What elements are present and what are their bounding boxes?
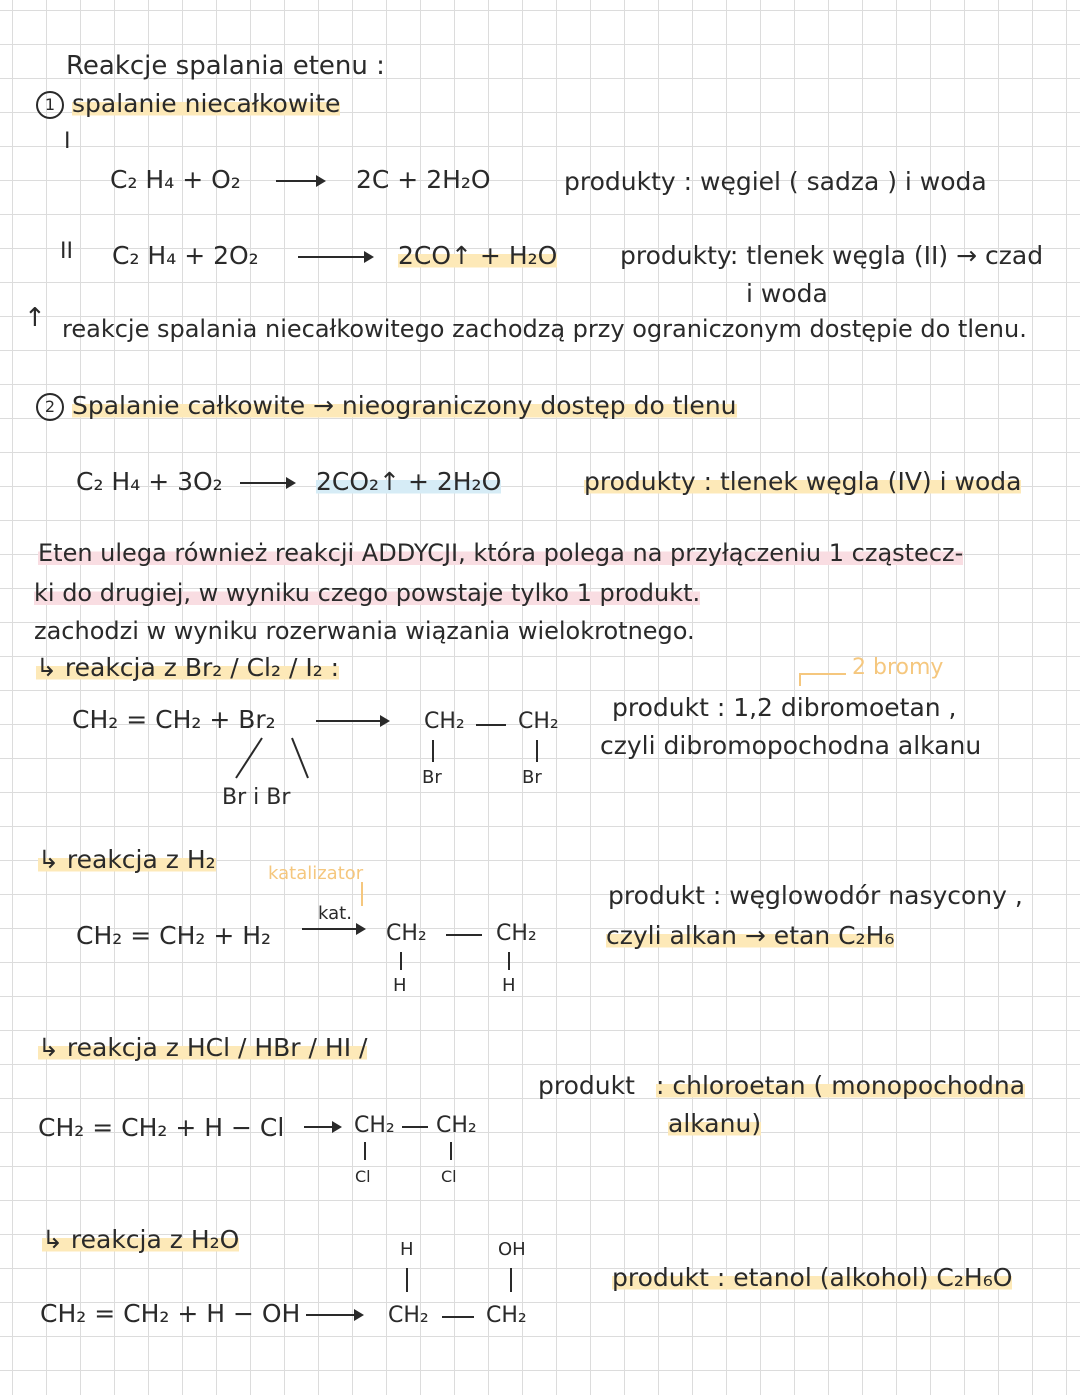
reaction-1-lhs: CH₂ = CH₂ + Br₂ [72, 705, 276, 734]
product-3-carbon-2: CH₂ [436, 1113, 477, 1138]
product-2-substituent-1: H [393, 975, 407, 996]
equation-3-lhs: C₂ H₄ + 3O₂ [76, 467, 223, 496]
product-2-carbon-2: CH₂ [496, 921, 537, 946]
conclusion-text: reakcje spalania niecałkowitego zachodzą przy ograniczonym dostępie do tlenu. [62, 315, 1027, 343]
catalyst-label: kat. [318, 903, 352, 924]
reaction-1-heading: ↳ reakcja z Br₂ / Cl₂ / I₂ : [36, 653, 340, 682]
roman-numeral-2: II [60, 239, 73, 264]
addition-line-3: zachodzi w wyniku rozerwania wiązania wielokrotnego. [34, 617, 695, 645]
reaction-3-heading: ↳ reakcja z HCl / HBr / HI / [38, 1033, 368, 1062]
equation-2-note: produkty: tlenek węgla (II) → czad [620, 241, 1044, 270]
product-4-carbon-1: CH₂ [388, 1303, 429, 1328]
equation-2-lhs: C₂ H₄ + 2O₂ [112, 241, 259, 270]
section-number-badge: 1 [36, 91, 64, 119]
reaction-3-lhs: CH₂ = CH₂ + H − Cl [38, 1113, 285, 1142]
return-arrow-icon: ↑ [24, 303, 46, 333]
product-2-carbon-1: CH₂ [386, 921, 427, 946]
reaction-1-note-2: czyli dibromopochodna alkanu [600, 731, 982, 760]
product-3-carbon-1: CH₂ [354, 1113, 395, 1138]
split-arrow-right [292, 738, 308, 778]
reaction-2-heading: ↳ reakcja z H₂ [38, 845, 216, 874]
equation-2-note-cont: i woda [746, 279, 828, 308]
equation-3-rhs: 2CO₂↑ + 2H₂O [316, 467, 502, 496]
product-1-carbon-1: CH₂ [424, 709, 465, 734]
addition-line-1: Eten ulega również reakcji ADDYCJI, która polega na przyłączeniu 1 cząstecz- [38, 539, 964, 567]
reaction-1-note-1: produkt : 1,2 dibromoetan , [612, 693, 957, 722]
bromine-split-label: Br i Br [222, 785, 291, 810]
section-2-title: Spalanie całkowite → nieograniczony dostęp do tlenu [72, 391, 737, 420]
product-2-substituent-2: H [502, 975, 516, 996]
product-3-substituent-2: Cl [441, 1167, 457, 1186]
product-4-top-2: OH [498, 1239, 526, 1260]
roman-numeral-1: I [64, 129, 71, 154]
reaction-4-heading: ↳ reakcja z H₂O [42, 1225, 240, 1254]
product-1-substituent-1: Br [422, 767, 442, 788]
annotation-bracket [800, 674, 846, 686]
equation-1-note: produkty : węgiel ( sadza ) i woda [564, 167, 987, 196]
product-3-substituent-1: Cl [355, 1167, 371, 1186]
section-number-badge: 2 [36, 393, 64, 421]
reaction-4-lhs: CH₂ = CH₂ + H − OH [40, 1299, 301, 1328]
reaction-2-lhs: CH₂ = CH₂ + H₂ [76, 921, 272, 950]
catalyst-annotation: katalizator [268, 863, 364, 884]
equation-1-rhs: 2C + 2H₂O [356, 165, 491, 194]
product-4-top-1: H [400, 1239, 414, 1260]
split-arrow-left [236, 738, 262, 778]
annotation-2-bromy: 2 bromy [852, 655, 944, 680]
reaction-2-note-1: produkt : węglowodór nasycony , [608, 881, 1023, 910]
product-1-substituent-2: Br [522, 767, 542, 788]
page-title: Reakcje spalania etenu : [66, 51, 385, 81]
addition-line-2: ki do drugiej, w wyniku czego powstaje tylko 1 produkt. [34, 579, 701, 607]
reaction-3-note-2: alkanu) [668, 1109, 762, 1138]
reaction-3-note-1: : chloroetan ( monopochodna [656, 1071, 1026, 1100]
equation-1-lhs: C₂ H₄ + O₂ [110, 165, 241, 194]
product-4-carbon-2: CH₂ [486, 1303, 527, 1328]
reaction-2-note-2: czyli alkan → etan C₂H₆ [606, 921, 895, 950]
reaction-4-note: produkt : etanol (alkohol) C₂H₆O [612, 1263, 1013, 1292]
equation-2-rhs: 2CO↑ + H₂O [398, 241, 558, 270]
reaction-3-note-label: produkt [538, 1071, 635, 1100]
section-1-title: spalanie niecałkowite [72, 89, 341, 118]
product-1-carbon-2: CH₂ [518, 709, 559, 734]
equation-3-note: produkty : tlenek węgla (IV) i woda [584, 467, 1022, 496]
